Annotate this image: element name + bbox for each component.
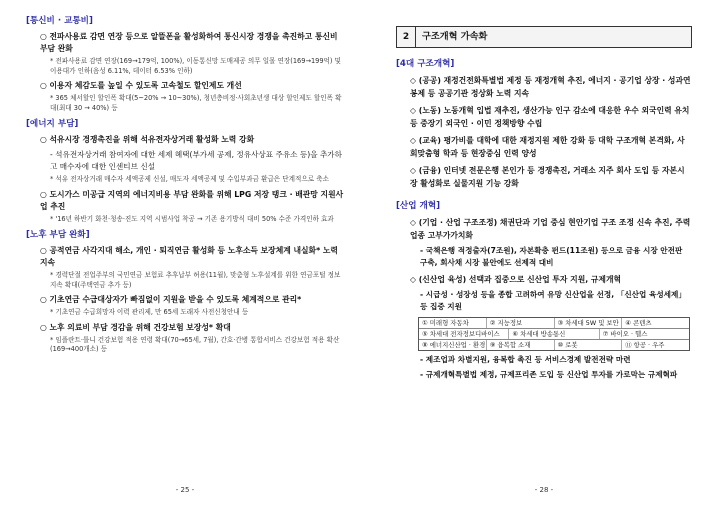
list-item: ○ 공적연금 사각지대 해소, 개인 · 퇴직연금 활성화 등 노후소득 보장체계 내실화* 노력 지속 — [40, 246, 338, 267]
section-heading: [4대 구조개혁] — [396, 59, 455, 69]
footnote: * 석유 전자상거래 매수자 세액공제 신설, 매도자 세액공제 및 수입부과금 환급은 단계적으로 축소 — [50, 175, 329, 183]
list-item: ◇ (교육) 평가비를 대학에 대한 재정지원 제한 강화 등 대학 구조개혁 본격화, 사회맞춤형 학과 등 현장중심 인력 양성 — [410, 136, 685, 158]
list-item: ○ 노후 의료비 부담 경감을 위해 건강보험 보장성* 확대 — [40, 322, 231, 332]
grid-cell: ⑩ 로봇 — [555, 340, 623, 350]
page-number: - 25 - — [175, 486, 195, 494]
grid-cell: ⑥ 차세대 방송통신 — [509, 329, 599, 339]
right-page — [396, 10, 692, 496]
section-energy — [26, 118, 344, 224]
list-item: ○ 석유시장 경쟁촉진을 위해 석유전자상거래 활성화 노력 강화 — [40, 135, 255, 144]
section-heading: [통신비 · 교통비] — [26, 16, 93, 26]
grid-row — [419, 329, 689, 340]
list-item: ◇ (기업 · 산업 구조조정) 채권단과 기업 중심 현안기업 구조 조정 신속 추진, 주력업종 고부가가치화 — [410, 218, 691, 240]
section-industry-reform — [396, 200, 692, 381]
footnote: * 기초연금 수급희망자 이력 관리제, 만 65세 도래자 사전신청안내 등 — [50, 308, 249, 316]
list-item: ◇ (신산업 육성) 선택과 집중으로 신산업 투자 지원, 규제개혁 — [410, 275, 622, 284]
section-heading: [에너지 부담] — [26, 119, 79, 129]
sub-item: - 시급성 · 성장성 등을 종합 고려하여 유망 신산업을 선정, 「신산업 육성세제」 등 집중 지원 — [420, 290, 686, 311]
grid-cell: ④ 콘텐츠 — [625, 319, 652, 327]
grid-cell: ② 지능정보 — [487, 318, 555, 328]
section-telecom — [26, 15, 344, 113]
sub-item: - 제조업과 차별지원, 융복합 촉진 등 서비스경제 발전전략 마련 — [420, 355, 631, 364]
list-item: ◇ (노동) 노동개혁 입법 재추진, 생산가능 인구 감소에 대응한 우수 외국인력 유치 등 중장기 외국인 · 이민 정책방향 수립 — [410, 106, 690, 128]
footnote: * 전파사용료 감면 연장(169→179억, 100%), 이동통신망 도매제공 의무 일몰 연장(169→199억) 및 이용대가 인하(음성 6.11%, 데이터 6.53% 인하) — [50, 57, 341, 75]
chapter-number: 2 — [397, 27, 416, 47]
grid-cell: ① 미래형 자동차 — [419, 318, 487, 328]
grid-cell: ③ 차세대 5W 및 보안 — [555, 318, 623, 328]
list-item: ◇ (공공) 재정건전화특별법 제정 등 재정개혁 추진, 에너지 · 공기업 상장 · 성과연봉제 등 공공기관 정상화 노력 지속 — [410, 76, 691, 98]
list-item: ○ 전파사용료 감면 연장 등으로 알뜰폰을 활성화하여 통신시장 경쟁을 촉진하고 통신비 부담 완화 — [40, 32, 338, 53]
chapter-title: 구조개혁 가속화 — [422, 31, 488, 42]
section-pension — [26, 229, 344, 355]
sub-item: - 석유전자상거래 참여자에 대한 세제 혜택(부가세 공제, 정유사상표 주유소 등)을 추가하고 매수자에 대한 인센티브 신설 — [50, 150, 342, 171]
page-number: - 28 - — [534, 486, 554, 494]
section-structural-reform — [396, 58, 692, 190]
list-item: ○ 기초연금 수급대상자가 빠짐없이 지원을 받을 수 있도록 체계적으로 관리* — [40, 295, 302, 304]
grid-row — [419, 318, 689, 329]
grid-cell: ⑤ 차세대 전자정보디바이스 — [419, 329, 509, 339]
grid-cell: ⑦ 바이오 · 헬스 — [602, 330, 648, 338]
new-industry-grid — [418, 317, 690, 351]
sub-item: - 국책은행 적정출자(7조원), 자본확충 펀드(11조원) 등으로 금융 시장 안전판 구축, 회사채 시장 불안에도 선제적 대비 — [420, 246, 683, 267]
list-item: ○ 도시가스 미공급 지역의 에너지비용 부담 완화를 위해 LPG 저장 탱크 · 배관망 지원사업 추진 — [40, 189, 344, 211]
left-page — [26, 10, 344, 496]
grid-cell: ⑪ 항공 · 우주 — [625, 341, 665, 349]
footnote: * '16년 하반기 화천·청송·진도 지역 시범사업 착공 → 기존 용기방식 대비 50% 수준 가격인하 효과 — [50, 214, 334, 223]
list-item: ◇ (금융) 인터넷 전문은행 본인가 등 경쟁촉진, 거래소 지주 회사 도입 등 자본시장 활성화로 실물지원 기능 강화 — [410, 166, 685, 188]
section-heading: [노후 부담 완화] — [26, 230, 90, 240]
grid-cell: ⑧ 에너지신산업 · 환경 — [419, 340, 487, 350]
footnote: * 경력단절 전업주부의 국민연금 보험료 추후납부 허용(11월), 맞춤형 노후설계를 위한 연금포털 정보 지속 확대(주택연금 추가 등) — [50, 271, 341, 289]
section-heading: [산업 개혁] — [396, 201, 441, 211]
grid-row — [419, 340, 689, 350]
footnote: * 365 체서할인 할인폭 확대(5~20% → 10~30%), 청년층비정·사회초년생 대상 할인제도 할인폭 확대(최대 30 → 40%) 등 — [50, 94, 342, 112]
footnote: * 임플란트·틀니 건강보험 적용 연령 확대(70→65세, 7월), 간호·간병 통합서비스 건강보험 적용 확산(169→400개소) 등 — [50, 335, 340, 353]
chapter-title-box — [396, 26, 692, 48]
list-item: ○ 이용자 체감도를 높일 수 있도록 고속철도 할인제도 개선 — [40, 81, 242, 90]
sub-item: - 규제개혁특별법 제정, 규제프리존 도입 등 신산업 투자를 가로막는 규제혁파 — [420, 370, 678, 379]
grid-cell: ⑨ 융복합 소재 — [487, 340, 555, 350]
